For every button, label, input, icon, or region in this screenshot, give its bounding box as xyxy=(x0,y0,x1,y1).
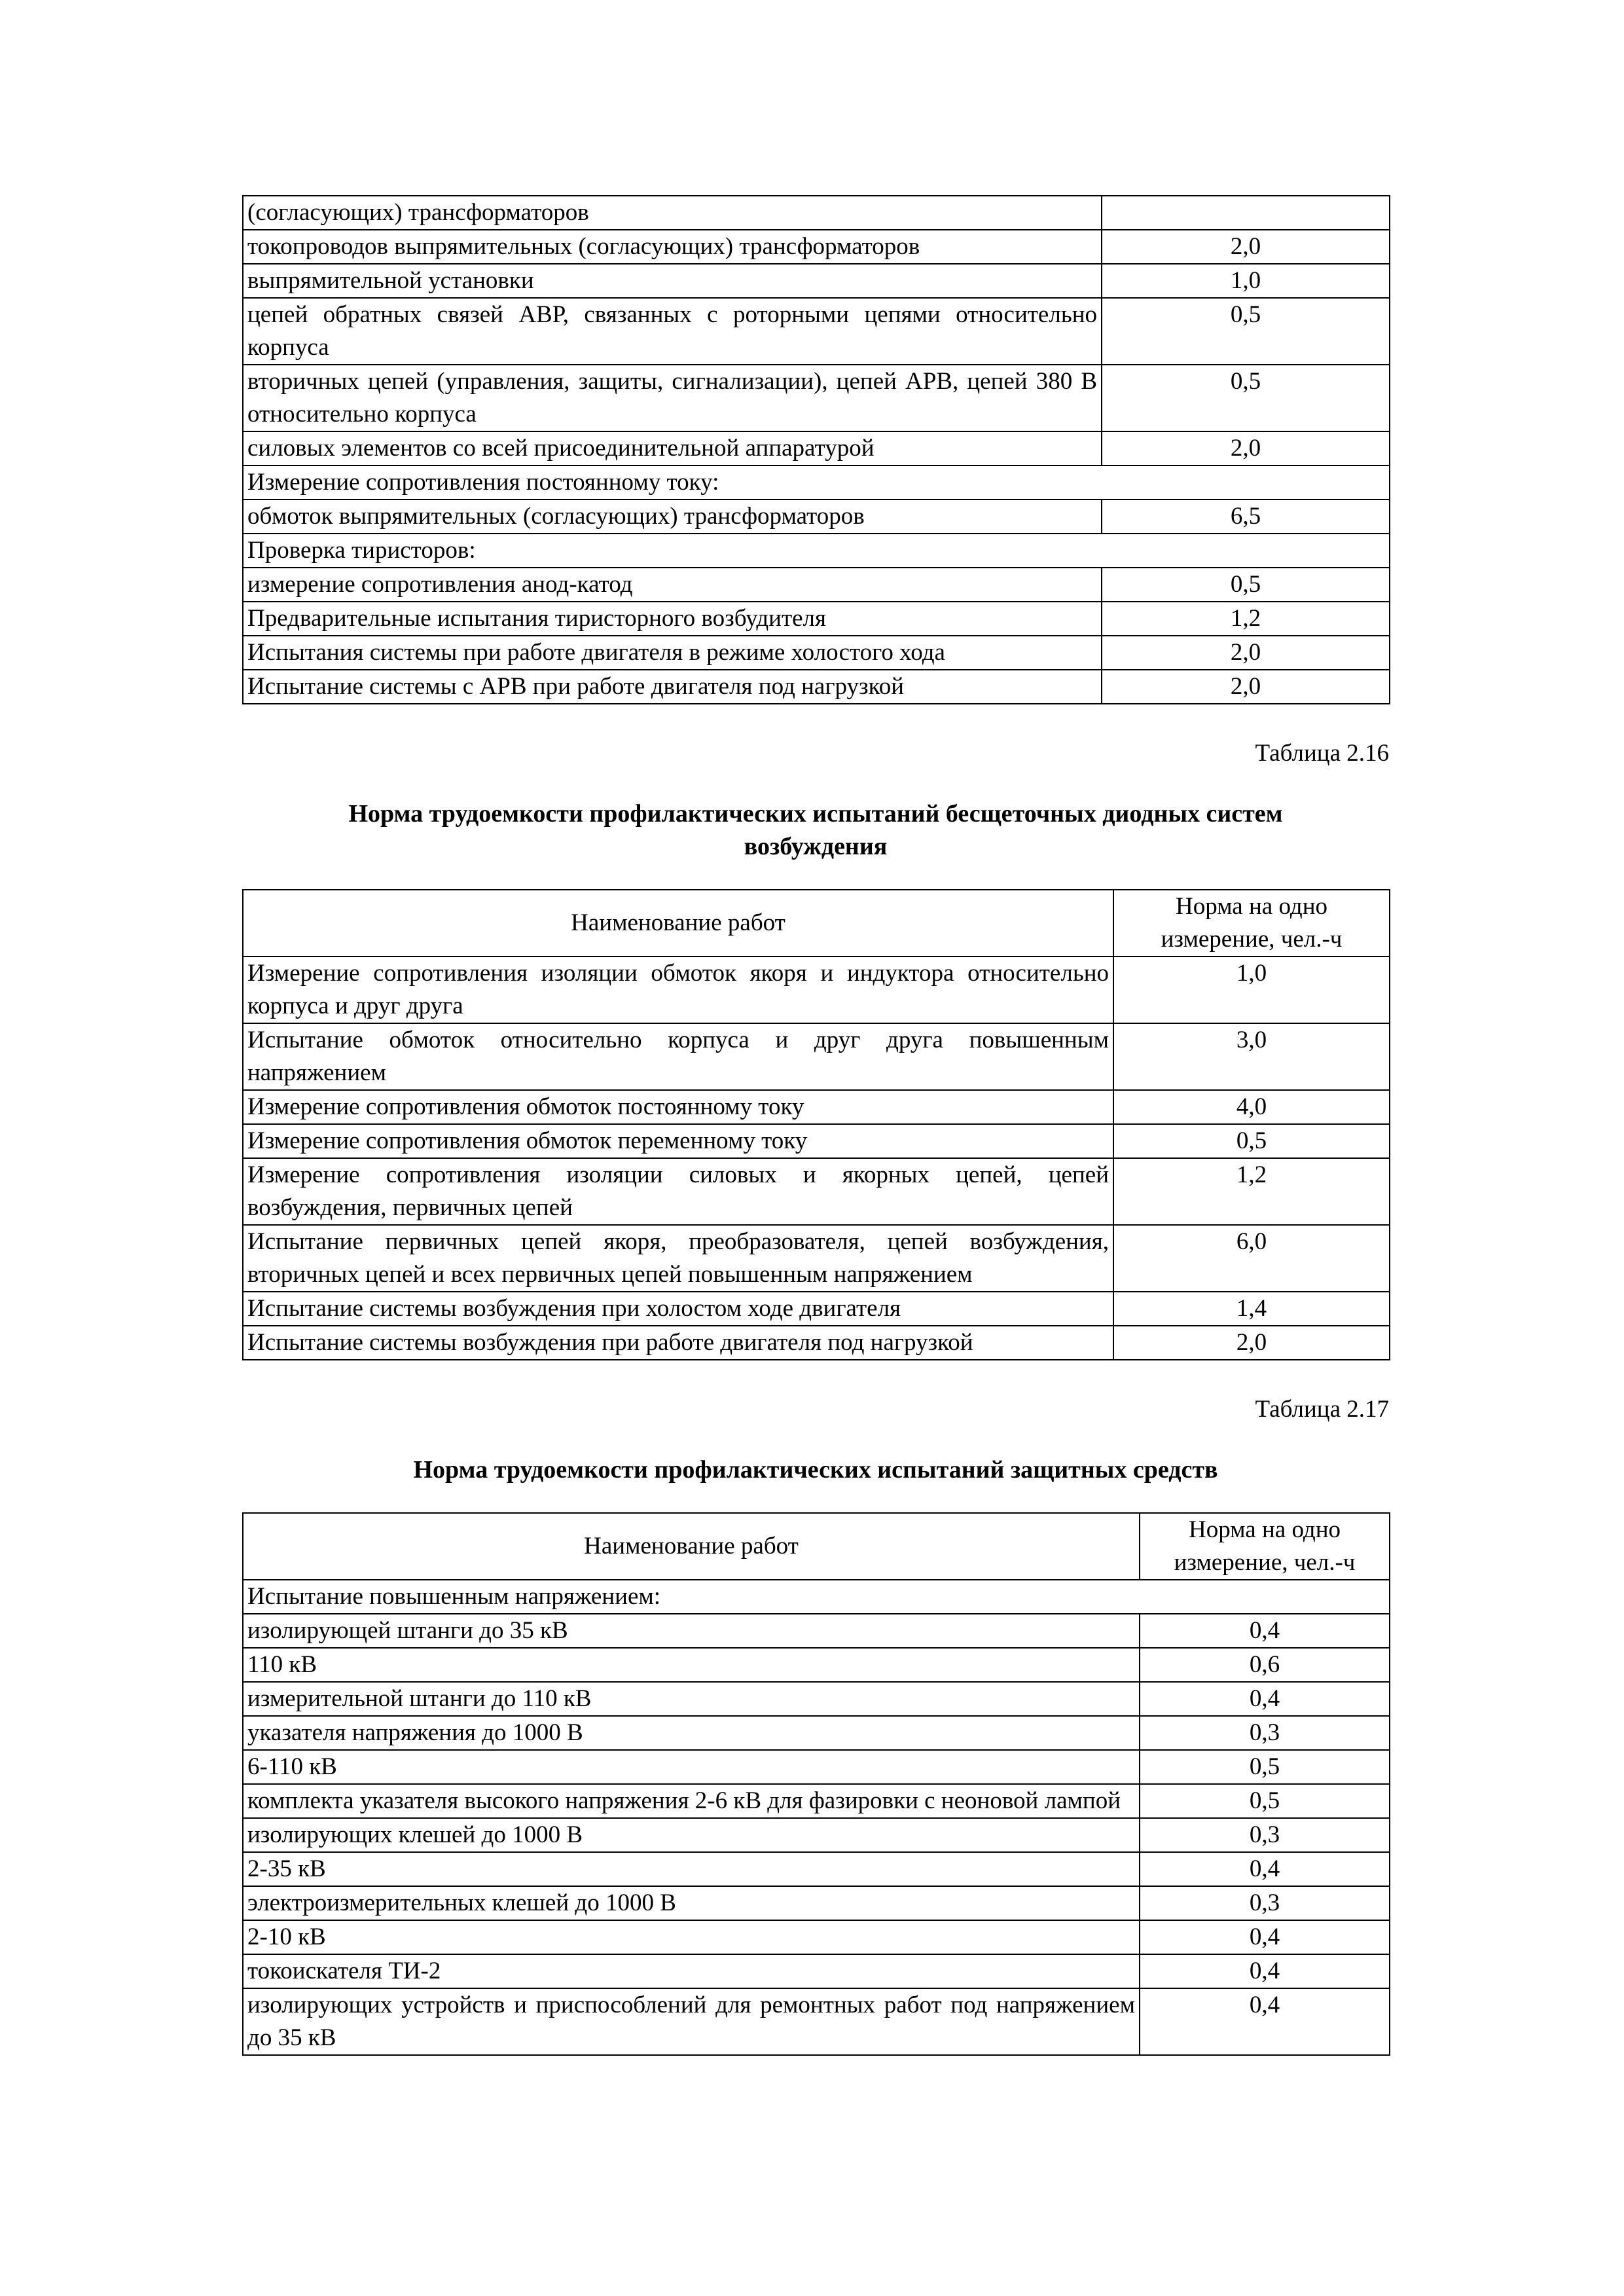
norm-value-cell: 0,5 xyxy=(1102,568,1390,602)
table-216-title: Норма трудоемкости профилактических испытаний бесщеточных диодных систем возбуждения xyxy=(348,800,1283,860)
work-name-cell: Измерение сопротивления изоляции силовых и якорных цепей, цепей возбуждения, первичных цепей xyxy=(243,1158,1113,1225)
table-row xyxy=(243,602,1390,636)
table-row xyxy=(243,1292,1390,1326)
work-name-cell: Предварительные испытания тиристорного возбудителя xyxy=(243,602,1102,636)
work-name-cell: Проверка тиристоров: xyxy=(243,534,1390,568)
table-row xyxy=(243,534,1390,568)
header-name-cell: Наименование работ xyxy=(243,890,1113,957)
work-name-cell: (согласующих) трансформаторов xyxy=(243,196,1102,230)
table-216-number: Таблица 2.16 xyxy=(1255,740,1389,767)
norm-value-cell: 2,0 xyxy=(1102,230,1390,264)
work-name-cell: силовых элементов со всей присоединительной аппаратурой xyxy=(243,431,1102,465)
table-row xyxy=(243,298,1390,365)
work-name-cell: Испытание системы возбуждения при холостом ходе двигателя xyxy=(243,1292,1113,1326)
table-217-title: Норма трудоемкости профилактических испытаний защитных средств xyxy=(413,1456,1218,1484)
table-row xyxy=(243,431,1390,465)
work-name-cell: Испытания системы при работе двигателя в режиме холостого хода xyxy=(243,636,1102,670)
table-row xyxy=(243,196,1390,230)
norm-value-cell: 0,4 xyxy=(1140,1988,1390,2055)
work-name-cell: обмоток выпрямительных (согласующих) трансформаторов xyxy=(243,500,1102,534)
table-row xyxy=(243,1326,1390,1360)
work-name-cell: измерение сопротивления анод-катод xyxy=(243,568,1102,602)
norm-value-cell: 6,5 xyxy=(1102,500,1390,534)
table-row xyxy=(243,568,1390,602)
work-name-cell: Измерение сопротивления постоянному току: xyxy=(243,465,1390,500)
table-header-row xyxy=(243,1513,1390,1580)
table-row xyxy=(243,1090,1390,1124)
work-name-cell: Измерение сопротивления обмоток постоянному току xyxy=(243,1090,1113,1124)
table-row xyxy=(243,1988,1390,2055)
work-name-cell: токоискателя ТИ-2 xyxy=(243,1954,1140,1988)
table-row xyxy=(243,1920,1390,1954)
norm-value-cell: 0,4 xyxy=(1140,1682,1390,1716)
work-name-cell: указателя напряжения до 1000 В xyxy=(243,1716,1140,1750)
work-name-cell: измерительной штанги до 110 кВ xyxy=(243,1682,1140,1716)
norm-value-cell: 6,0 xyxy=(1113,1225,1390,1292)
norm-value-cell: 1,4 xyxy=(1113,1292,1390,1326)
table-row xyxy=(243,957,1390,1023)
table-row xyxy=(243,500,1390,534)
table-row xyxy=(243,465,1390,500)
norm-value-cell: 2,0 xyxy=(1102,670,1390,704)
norm-value-cell: 0,3 xyxy=(1140,1716,1390,1750)
table-row xyxy=(243,1614,1390,1648)
table-row xyxy=(243,1648,1390,1682)
table-row xyxy=(243,670,1390,704)
table-row xyxy=(243,636,1390,670)
table-top xyxy=(242,195,1390,704)
table-row xyxy=(243,365,1390,431)
table-row xyxy=(243,1954,1390,1988)
table-row xyxy=(243,1852,1390,1886)
work-name-cell: 110 кВ xyxy=(243,1648,1140,1682)
norm-value-cell: 0,5 xyxy=(1113,1124,1390,1158)
work-name-cell: комплекта указателя высокого напряжения 2-6 кВ для фазировки с неоновой лампой xyxy=(243,1784,1140,1818)
table-row xyxy=(243,1124,1390,1158)
norm-value-cell: 1,0 xyxy=(1113,957,1390,1023)
table-row xyxy=(243,1886,1390,1920)
work-name-cell: Испытание первичных цепей якоря, преобразователя, цепей возбуждения, вторичных цепей и всех первичных цепей повышенным напряжением xyxy=(243,1225,1113,1292)
work-name-cell: электроизмерительных клешей до 1000 В xyxy=(243,1886,1140,1920)
norm-value-cell: 3,0 xyxy=(1113,1023,1390,1090)
table-row xyxy=(243,1716,1390,1750)
work-name-cell: изолирующей штанги до 35 кВ xyxy=(243,1614,1140,1648)
work-name-cell: Испытание повышенным напряжением: xyxy=(243,1580,1390,1614)
norm-value-cell: 0,6 xyxy=(1140,1648,1390,1682)
work-name-cell: изолирующих клешей до 1000 В xyxy=(243,1818,1140,1852)
norm-value-cell: 0,4 xyxy=(1140,1954,1390,1988)
header-name-cell: Наименование работ xyxy=(243,1513,1140,1580)
table-row xyxy=(243,1750,1390,1784)
work-name-cell: Измерение сопротивления изоляции обмоток якоря и индуктора относительно корпуса и друг друга xyxy=(243,957,1113,1023)
work-name-cell: цепей обратных связей АВР, связанных с роторными цепями относительно корпуса xyxy=(243,298,1102,365)
norm-value-cell: 4,0 xyxy=(1113,1090,1390,1124)
norm-value-cell: 2,0 xyxy=(1102,431,1390,465)
work-name-cell: 2-10 кВ xyxy=(243,1920,1140,1954)
norm-value-cell: 0,5 xyxy=(1140,1784,1390,1818)
header-norm-cell: Норма на одно измерение, чел.-ч xyxy=(1113,890,1390,957)
norm-value-cell: 1,0 xyxy=(1102,264,1390,298)
work-name-cell: Испытание системы возбуждения при работе двигателя под нагрузкой xyxy=(243,1326,1113,1360)
norm-value-cell: 0,4 xyxy=(1140,1852,1390,1886)
work-name-cell: Испытание обмоток относительно корпуса и друг друга повышенным напряжением xyxy=(243,1023,1113,1090)
work-name-cell: вторичных цепей (управления, защиты, сигнализации), цепей АРВ, цепей 380 В относительно корпуса xyxy=(243,365,1102,431)
norm-value-cell: 2,0 xyxy=(1113,1326,1390,1360)
norm-value-cell: 0,4 xyxy=(1140,1614,1390,1648)
work-name-cell: Испытание системы с АРВ при работе двигателя под нагрузкой xyxy=(243,670,1102,704)
table-row xyxy=(243,1818,1390,1852)
table-216 xyxy=(242,889,1390,1360)
work-name-cell: 6-110 кВ xyxy=(243,1750,1140,1784)
table-row xyxy=(243,1580,1390,1614)
table-row xyxy=(243,264,1390,298)
table-row xyxy=(243,1158,1390,1225)
work-name-cell: токопроводов выпрямительных (согласующих) трансформаторов xyxy=(243,230,1102,264)
table-216-body xyxy=(243,957,1390,1360)
norm-value-cell xyxy=(1102,196,1390,230)
table-row xyxy=(243,1023,1390,1090)
table-row xyxy=(243,1682,1390,1716)
norm-value-cell: 1,2 xyxy=(1113,1158,1390,1225)
table-217 xyxy=(242,1512,1390,2056)
norm-value-cell: 0,3 xyxy=(1140,1886,1390,1920)
norm-value-cell: 0,4 xyxy=(1140,1920,1390,1954)
work-name-cell: изолирующих устройств и приспособлений для ремонтных работ под напряжением до 35 кВ xyxy=(243,1988,1140,2055)
norm-value-cell: 1,2 xyxy=(1102,602,1390,636)
norm-value-cell: 2,0 xyxy=(1102,636,1390,670)
norm-value-cell: 0,5 xyxy=(1102,298,1390,365)
table-row xyxy=(243,1784,1390,1818)
table-top-body xyxy=(243,196,1390,704)
document-page xyxy=(242,195,1389,2056)
table-217-body xyxy=(243,1580,1390,2055)
table-header-row xyxy=(243,890,1390,957)
table-217-number: Таблица 2.17 xyxy=(1255,1396,1389,1423)
work-name-cell: выпрямительной установки xyxy=(243,264,1102,298)
norm-value-cell: 0,5 xyxy=(1140,1750,1390,1784)
header-norm-cell: Норма на одно измерение, чел.-ч xyxy=(1140,1513,1390,1580)
work-name-cell: 2-35 кВ xyxy=(243,1852,1140,1886)
norm-value-cell: 0,5 xyxy=(1102,365,1390,431)
table-row xyxy=(243,1225,1390,1292)
table-row xyxy=(243,230,1390,264)
norm-value-cell: 0,3 xyxy=(1140,1818,1390,1852)
work-name-cell: Измерение сопротивления обмоток переменному току xyxy=(243,1124,1113,1158)
